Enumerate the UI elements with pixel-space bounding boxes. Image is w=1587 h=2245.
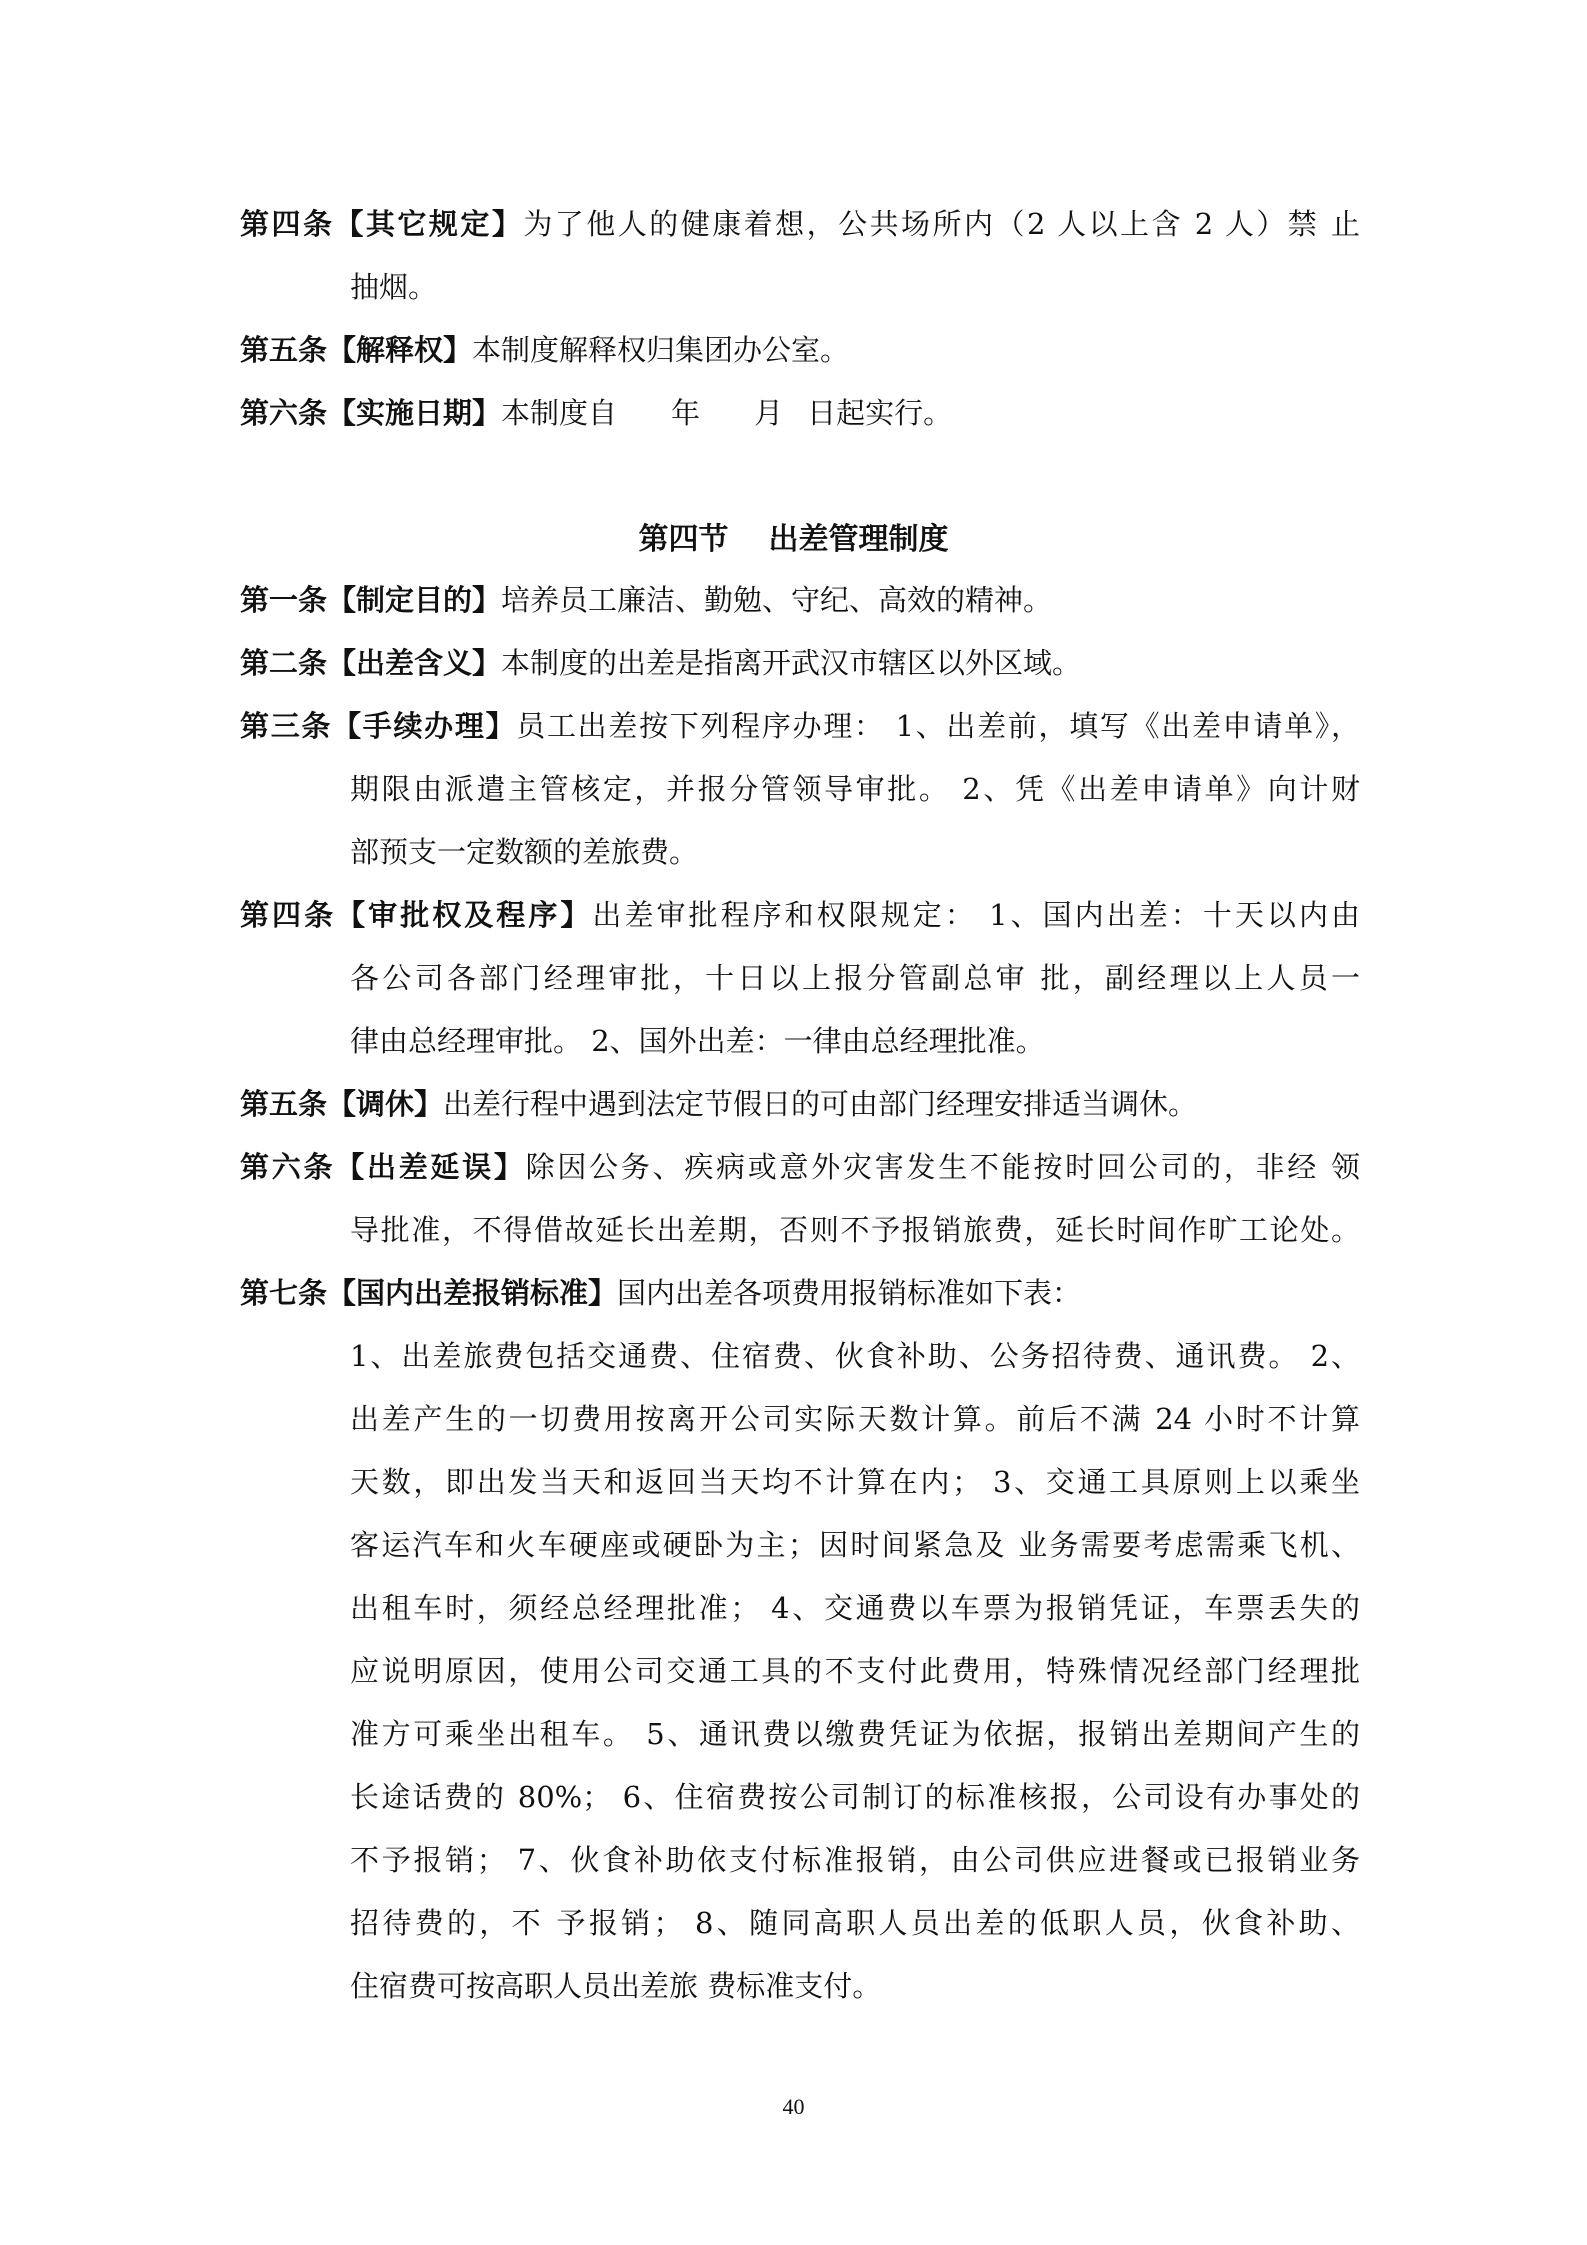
article-title: 【制定目的】 [327,583,502,617]
travel-article-5 [240,1084,1360,1124]
article-number: 第一条 [240,583,328,617]
travel-article-3 [240,706,1360,746]
reimbursement-line: 准方可乘坐出租车。 5、通讯费以缴费凭证为依据，报销出差期间产生的 [350,1717,1360,1751]
reimbursement-line: 出租车时，须经总经理批准； 4、交通费以车票为报销凭证，车票丢失的 [350,1591,1360,1625]
reimbursement-line: 住宿费可按高职人员出差旅 费标准支付。 [350,1969,882,2003]
reimbursement-line: 出差产生的一切费用按离开公司实际天数计算。前后不满 24 小时不计算 [350,1402,1360,1436]
article-title: 【国内出差报销标准】 [327,1276,618,1310]
article-title: 【手续办理】 [332,709,517,743]
page-number: 40 [782,2094,805,2119]
reimbursement-line: 客运汽车和火车硬座或硬卧为主；因时间紧急及 业务需要考虑需乘飞机、 [350,1528,1360,1562]
reimbursement-line: 天数，即出发当天和返回当天均不计算在内； 3、交通工具原则上以乘坐 [350,1465,1360,1499]
article-4-other-rules [240,204,1360,244]
article-text: 出差审批程序和权限规定： 1、国内出差：十天以内由 [592,898,1360,932]
travel-article-4 [240,895,1360,935]
article-text: 出差行程中遇到法定节假日的可由部门经理安排适当调休。 [443,1087,1198,1121]
date-prefix: 本制度自 [501,396,618,430]
travel-article-1 [240,580,1360,620]
travel-article-4-line-2: 各公司各部门经理审批，十日以上报分管副总审 批，副经理以上人员一 [350,961,1360,995]
article-number: 第六条 [240,396,328,430]
reimbursement-line: 招待费的，不 予报销； 8、随同高职人员出差的低职人员，伙食补助、 [350,1906,1360,1940]
section-title [0,520,1587,560]
article-text: 除因公务、疾病或意外灾害发生不能按时回公司的，非经 领 [525,1150,1360,1184]
article-5-interpretation [240,330,1360,370]
travel-article-2 [240,643,1360,683]
article-text: 国内出差各项费用报销标准如下表： [617,1276,1082,1310]
article-number: 第四条 [240,898,337,932]
article-text: 员工出差按下列程序办理： 1、出差前，填写《出差申请单》， [516,709,1360,743]
article-number: 第二条 [240,646,328,680]
article-6-effective-date [240,393,1360,433]
travel-article-3-line-2: 期限由派遣主管核定，并报分管领导审批。 2、凭《出差申请单》向计财 [350,772,1360,806]
article-title: 【解释权】 [327,333,473,367]
article-title: 【出差延误】 [335,1150,526,1184]
article-number: 第七条 [240,1276,328,1310]
reimbursement-line: 应说明原因，使用公司交通工具的不支付此费用，特殊情况经部门经理批 [350,1654,1360,1688]
article-number: 第三条 [240,709,333,743]
article-number: 第六条 [240,1150,336,1184]
article-title: 【实施日期】 [327,396,502,430]
travel-article-6-line-2: 导批准，不得借故延长出差期，否则不予报销旅费，延长时间作旷工论处。 [350,1213,1360,1247]
section-number: 第四节 [638,522,729,557]
reimbursement-line: 不予报销； 7、伙食补助依支付标准报销，由公司供应进餐或已报销业务 [350,1843,1360,1877]
date-month: 月 [754,396,784,430]
article-number: 第五条 [240,1087,328,1121]
article-number: 第四条 [240,207,335,241]
article-title: 【其它规定】 [334,207,524,241]
article-text: 培养员工廉洁、勤勉、守纪、高效的精神。 [501,583,1053,617]
reimbursement-line: 长途话费的 80%； 6、住宿费按公司制订的标准核报，公司设有办事处的 [350,1780,1360,1814]
reimbursement-line: 1、出差旅费包括交通费、住宿费、伙食补助、公务招待费、通讯费。 2、 [350,1339,1360,1373]
article-text: 为了他人的健康着想，公共场所内（2 人以上含 2 人）禁 止 [523,207,1360,241]
article-title: 【出差含义】 [327,646,502,680]
section-name: 出差管理制度 [768,522,949,557]
article-text: 本制度的出差是指离开武汉市辖区以外区域。 [501,646,1082,680]
date-year: 年 [671,396,701,430]
article-number: 第五条 [240,333,328,367]
article-title: 【审批权及程序】 [336,898,593,932]
article-text: 本制度解释权归集团办公室。 [472,333,850,367]
article-4-continuation: 抽烟。 [350,270,438,304]
travel-article-4-line-3: 律由总经理审批。 2、国外出差：一律由总经理批准。 [350,1024,1045,1058]
date-day-suffix: 日起实行。 [807,396,953,430]
travel-article-7 [240,1273,1360,1313]
travel-article-6 [240,1147,1360,1187]
article-title: 【调休】 [327,1087,444,1121]
travel-article-3-line-3: 部预支一定数额的差旅费。 [350,835,699,869]
